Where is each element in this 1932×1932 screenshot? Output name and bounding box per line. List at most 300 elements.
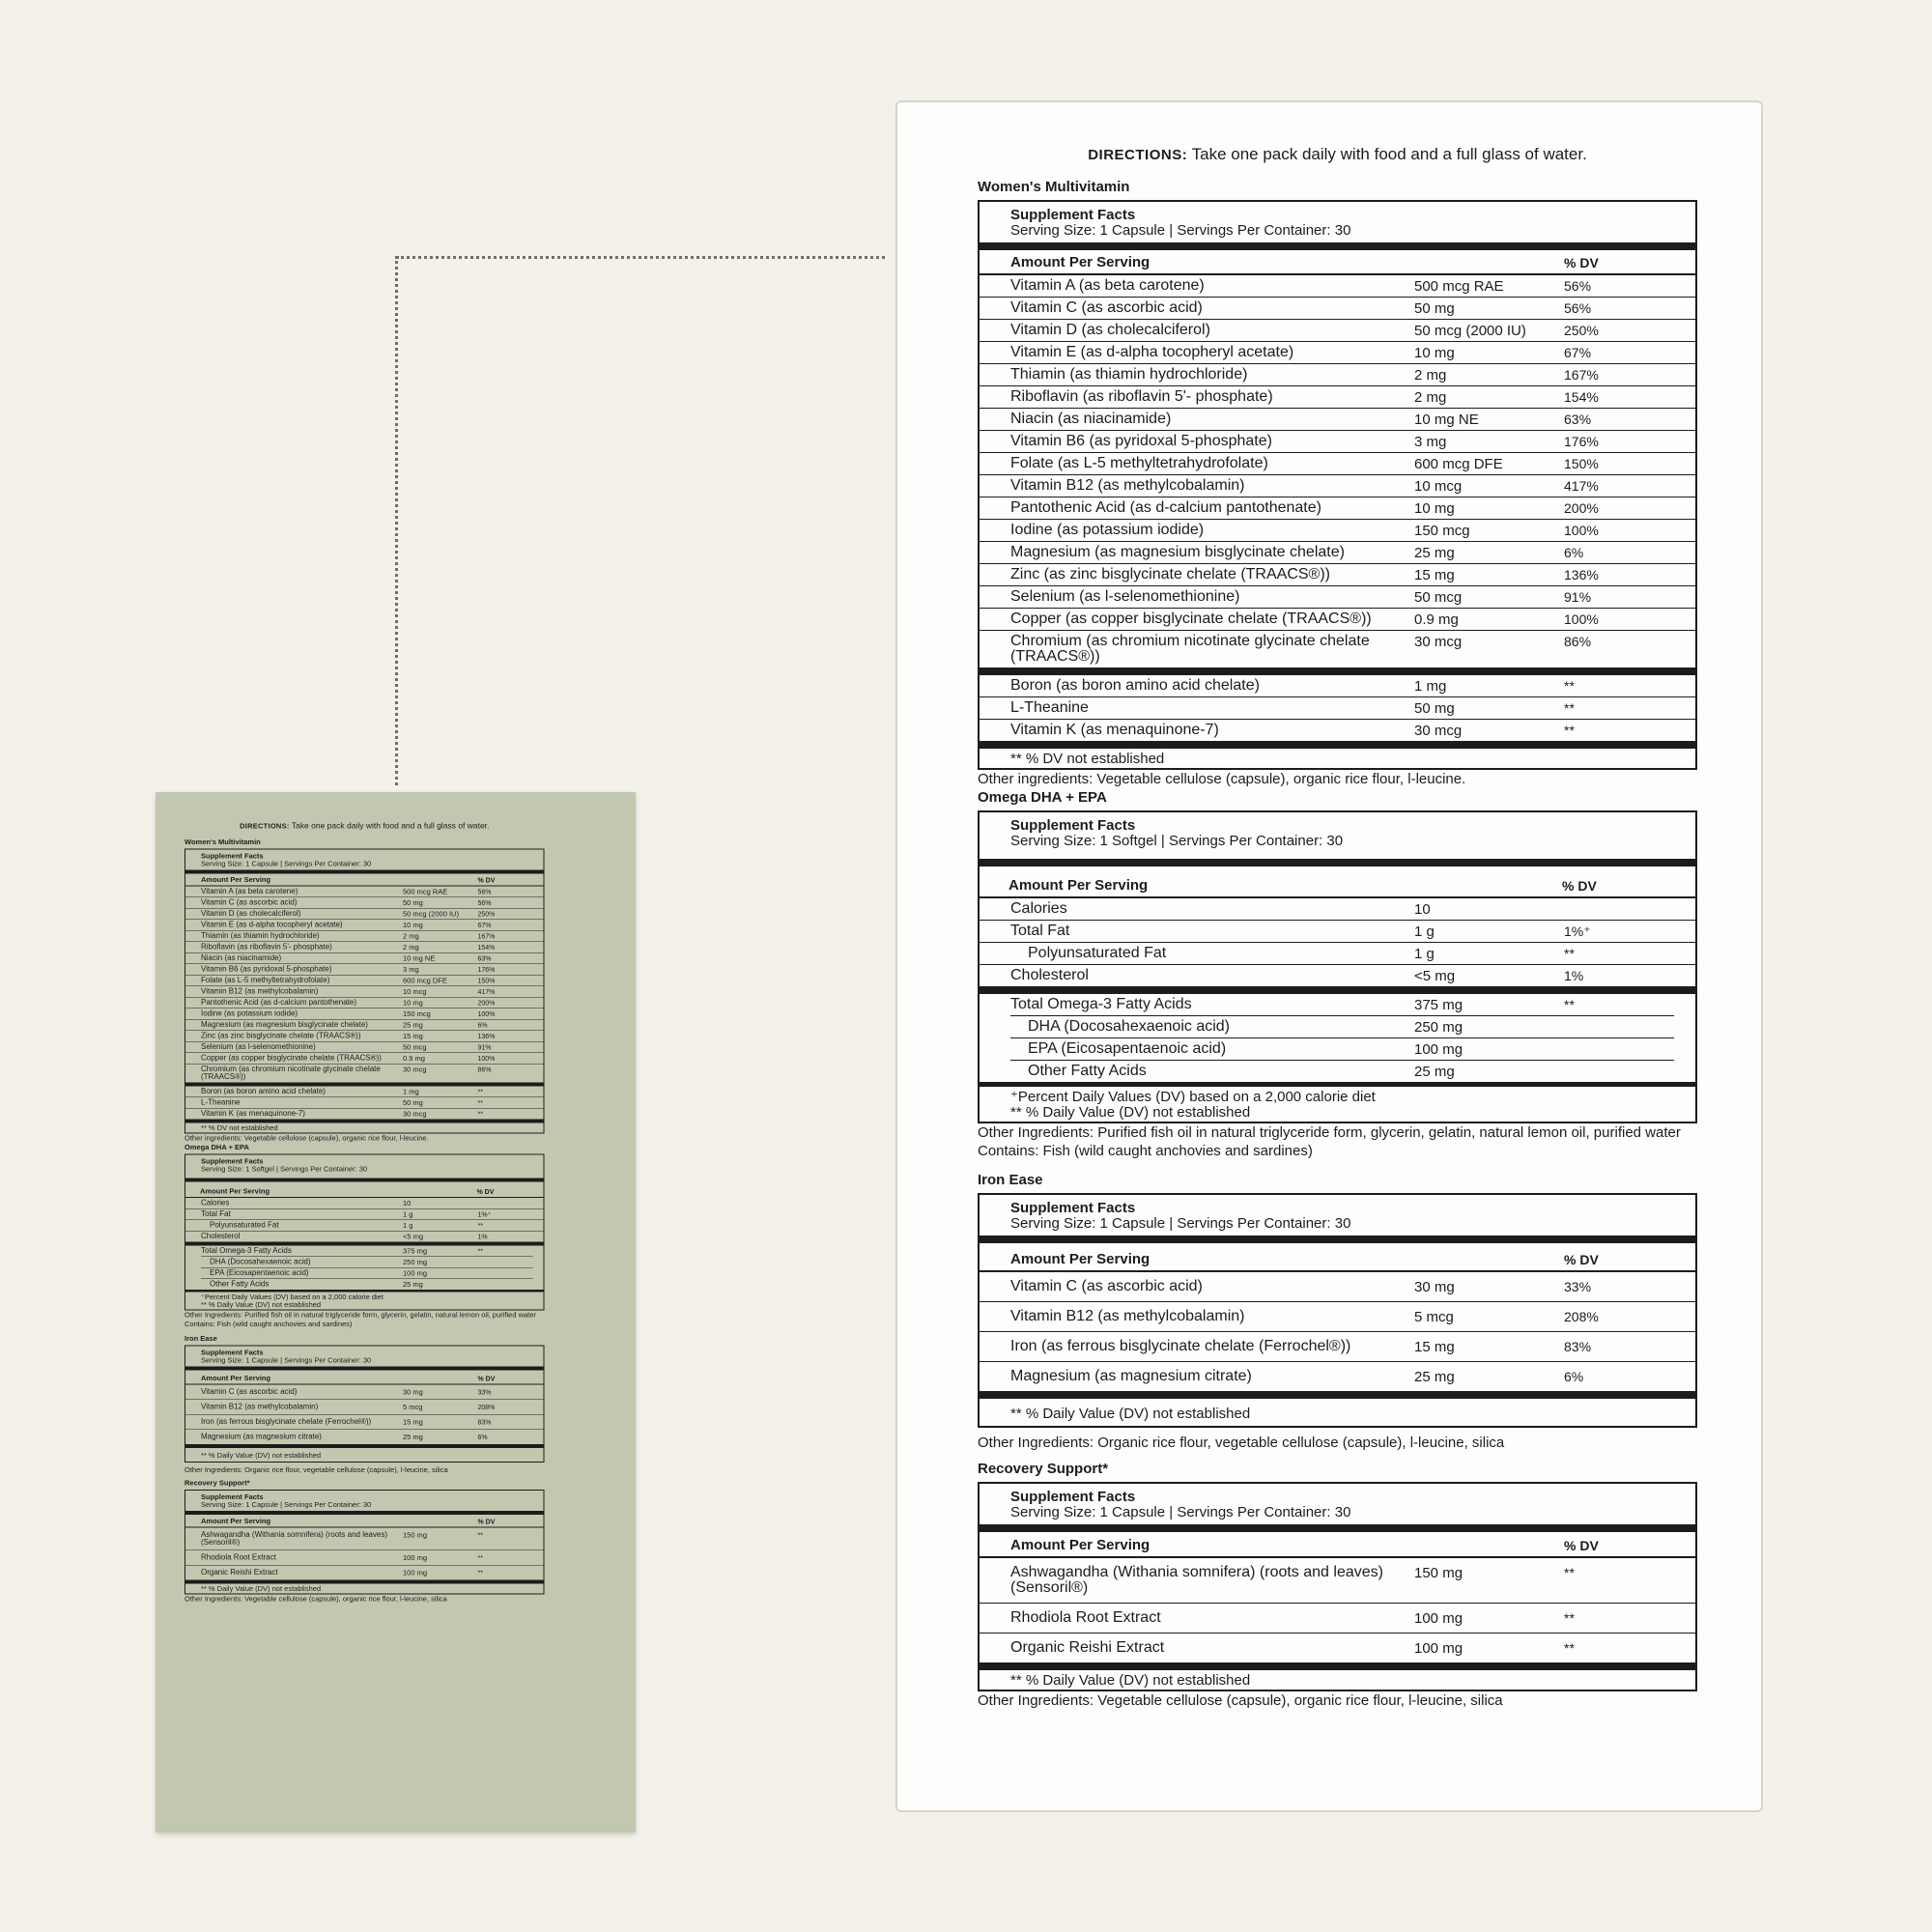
nutrient-dv: 86%	[477, 1065, 492, 1073]
other-ingredients: Other ingredients: Vegetable cellulose (capsule), organic rice flour, l-leucine.	[978, 770, 1466, 787]
nutrient-name: EPA (Eicosapentaenoic acid)	[1028, 1039, 1227, 1057]
nutrient-row-dha	[201, 1257, 533, 1268]
nutrient-row	[980, 475, 1695, 497]
column-header	[185, 1370, 544, 1384]
nutrient-amount: 1 g	[1414, 923, 1435, 940]
nutrient-name: Cholesterol	[1010, 966, 1089, 983]
footnote-percent-dv: ⁺Percent Daily Values (DV) based on a 2,000 calorie diet	[1010, 1088, 1376, 1105]
nutrient-amount: 1 mg	[1414, 678, 1447, 696]
nutrient-amount: 150 mg	[403, 1530, 428, 1540]
amount-header: Amount Per Serving	[1010, 253, 1151, 270]
nutrient-amount: 15 mg	[403, 1032, 423, 1040]
facts-header	[185, 1491, 544, 1511]
nutrient-name: Boron (as boron amino acid chelate)	[1010, 677, 1260, 695]
dv-header: % DV	[477, 1374, 496, 1382]
dv-header: % DV	[476, 1187, 495, 1196]
footnote: ** % Daily Value (DV) not established	[201, 1584, 322, 1594]
amount-header: Amount Per Serving	[1009, 876, 1149, 894]
nutrient-name: Vitamin K (as menaquinone-7)	[201, 1109, 305, 1119]
nutrient-dv: 250%	[1564, 322, 1599, 338]
nutrient-row-total-fat	[980, 921, 1695, 943]
directions	[185, 821, 545, 831]
nutrient-dv: **	[1564, 996, 1575, 1012]
nutrient-dv: 136%	[477, 1032, 496, 1040]
nutrient-row	[185, 1566, 544, 1580]
facts-header	[185, 850, 544, 870]
nutrient-row	[185, 1031, 544, 1042]
nutrient-row-epa	[201, 1267, 533, 1279]
nutrient-amount: 100 mg	[403, 1268, 428, 1278]
nutrient-amount: 15 mg	[403, 1417, 423, 1427]
nutrient-row-total-fat	[185, 1208, 544, 1220]
nutrient-row-omega3	[201, 1245, 533, 1257]
nutrient-row	[980, 364, 1695, 386]
nutrient-row	[185, 1400, 544, 1415]
nutrient-row	[980, 320, 1695, 342]
nutrient-name: Vitamin C (as ascorbic acid)	[201, 1387, 298, 1396]
divider-bar	[980, 859, 1695, 867]
nutrient-amount: 100 mg	[1414, 1040, 1463, 1058]
nutrient-dv: 154%	[477, 943, 496, 952]
nutrient-amount: 600 mcg DFE	[1414, 455, 1503, 472]
nutrient-amount: 10	[1414, 900, 1431, 918]
section-title-omega: Omega DHA + EPA	[978, 789, 1107, 807]
nutrient-name: Chromium (as chromium nicotinate glycinate chelate (TRAACS®))	[201, 1065, 381, 1082]
nutrient-name: Zinc (as zinc bisglycinate chelate (TRAACS®))	[1010, 565, 1330, 582]
nutrient-row	[185, 1430, 544, 1444]
nutrient-row	[980, 520, 1695, 542]
amount-header: Amount Per Serving	[201, 1517, 271, 1525]
nutrient-dv: **	[1564, 945, 1575, 961]
other-ingredients: Other Ingredients: Vegetable cellulose (capsule), organic rice flour, l-leucine, silica	[978, 1691, 1503, 1709]
nutrient-dv: 200%	[477, 998, 496, 1007]
connector-line-vertical	[395, 256, 398, 785]
nutrient-dv: 100%	[477, 1009, 496, 1018]
nutrient-amount: 375 mg	[403, 1246, 428, 1256]
facts-title: Supplement Facts	[201, 1349, 264, 1357]
nutrient-dv: **	[477, 1098, 483, 1107]
nutrient-amount: 600 mcg DFE	[403, 976, 447, 985]
dv-header: % DV	[477, 875, 496, 884]
facts-header	[185, 1347, 544, 1367]
nutrient-row	[980, 586, 1695, 609]
nutrient-row-polyunsaturated-fat	[980, 943, 1695, 965]
nutrient-name: Copper (as copper bisglycinate chelate (TRAACS®))	[1010, 610, 1372, 627]
nutrient-row-cholesterol	[980, 965, 1695, 986]
nutrient-amount: 30 mcg	[1414, 723, 1463, 740]
section-title-recovery-support: Recovery Support*	[185, 1479, 250, 1488]
facts-title: Supplement Facts	[1010, 1489, 1136, 1506]
nutrient-row	[185, 1053, 544, 1065]
nutrient-name: Vitamin B6 (as pyridoxal 5-phosphate)	[201, 964, 332, 974]
nutrient-name: Vitamin D (as cholecalciferol)	[201, 909, 301, 918]
nutrient-name: Total Omega-3 Fatty Acids	[1010, 995, 1192, 1012]
nutrient-row-polyunsaturated-fat	[185, 1220, 544, 1232]
nutrient-dv: 67%	[477, 921, 492, 929]
nutrient-dv: 63%	[477, 953, 492, 962]
nutrient-name: Magnesium (as magnesium bisglycinate chelate)	[1010, 543, 1345, 560]
nutrient-name: Selenium (as l-selenomethionine)	[1010, 587, 1240, 605]
nutrient-row	[980, 1272, 1695, 1302]
facts-header	[185, 1155, 544, 1176]
nutrient-dv: 6%	[1564, 544, 1584, 560]
nutrient-dv: 208%	[477, 1403, 496, 1411]
nutrient-name: Chromium (as chromium nicotinate glycinate chelate (TRAACS®))	[1010, 632, 1370, 666]
nutrient-name: Vitamin D (as cholecalciferol)	[1010, 321, 1210, 338]
nutrient-amount: 2 mg	[403, 943, 419, 952]
nutrient-amount: 30 mcg	[1414, 633, 1463, 650]
nutrient-name: Ashwagandha (Withania somnifera) (roots and leaves) (Sensoril®)	[201, 1530, 387, 1548]
nutrient-dv: **	[477, 1569, 483, 1577]
nutrient-amount: 0.9 mg	[403, 1054, 425, 1063]
nutrient-name: Calories	[1010, 899, 1067, 917]
nutrient-amount: 30 mg	[403, 1387, 423, 1397]
dv-header: % DV	[1564, 1251, 1599, 1267]
nutrient-name: Thiamin (as thiamin hydrochloride)	[1010, 365, 1248, 383]
nutrient-dv: 1%	[1564, 967, 1584, 983]
nutrient-amount: 150 mcg	[1414, 522, 1470, 539]
amount-header: Amount Per Serving	[200, 1186, 270, 1196]
nutrient-amount: 25 mg	[1414, 1063, 1455, 1080]
nutrient-dv: **	[1564, 700, 1575, 717]
nutrient-name: Vitamin B12 (as methylcobalamin)	[1010, 476, 1245, 494]
supplement-facts-omega	[978, 810, 1697, 1123]
other-ingredients: Other Ingredients: Organic rice flour, vegetable cellulose (capsule), l-leucine, silica	[185, 1465, 448, 1475]
nutrient-dv: 1%	[477, 1232, 488, 1240]
serving-info: Serving Size: 1 Capsule | Servings Per Container: 30	[201, 859, 372, 868]
facts-header	[980, 1484, 1695, 1524]
nutrient-amount: 10 mg	[403, 921, 423, 929]
nutrient-name: Selenium (as l-selenomethionine)	[201, 1042, 316, 1051]
nutrient-dv: **	[1564, 1640, 1575, 1657]
divider-bar	[980, 741, 1695, 749]
nutrient-row	[185, 964, 544, 976]
nutrient-row	[185, 975, 544, 986]
column-header	[185, 1181, 544, 1198]
directions	[978, 145, 1697, 164]
footnote: ** % Daily Value (DV) not established	[201, 1451, 322, 1460]
nutrient-name: Polyunsaturated Fat	[1028, 944, 1167, 961]
nutrient-name: Vitamin A (as beta carotene)	[1010, 276, 1205, 294]
dv-header: % DV	[1564, 1537, 1599, 1553]
nutrient-name: Other Fatty Acids	[210, 1279, 270, 1289]
nutrient-row	[185, 1041, 544, 1053]
nutrient-name: Organic Reishi Extract	[1010, 1639, 1165, 1657]
dv-header: % DV	[477, 1517, 496, 1525]
nutrient-amount: 10 mcg	[1414, 477, 1463, 495]
section-title-iron-ease: Iron Ease	[185, 1334, 217, 1344]
nutrient-name: Riboflavin (as riboflavin 5'- phosphate)	[1010, 387, 1273, 405]
dv-header: % DV	[1564, 254, 1599, 270]
column-header	[980, 867, 1695, 898]
nutrient-amount: 50 mg	[403, 1098, 423, 1108]
nutrient-row	[980, 1362, 1695, 1391]
nutrient-name: Folate (as L-5 methyltetrahydrofolate)	[201, 976, 330, 984]
nutrient-amount: 1 g	[403, 1221, 413, 1230]
nutrient-name: Other Fatty Acids	[1028, 1062, 1147, 1079]
nutrient-name: Ashwagandha (Withania somnifera) (roots and leaves) (Sensoril®)	[1010, 1563, 1383, 1597]
amount-header: Amount Per Serving	[201, 1374, 271, 1382]
nutrient-row	[980, 409, 1695, 431]
other-ingredients: Other Ingredients: Vegetable cellulose (capsule), organic rice flour, l-leucine, silica	[185, 1594, 447, 1604]
nutrient-name: Rhodiola Root Extract	[1010, 1609, 1161, 1627]
nutrient-dv: 67%	[1564, 344, 1592, 360]
column-header	[980, 1532, 1695, 1558]
nutrient-row	[980, 1302, 1695, 1332]
nutrient-dv: **	[477, 1530, 483, 1539]
nutrient-amount: 3 mg	[403, 965, 419, 974]
nutrient-name: Organic Reishi Extract	[201, 1568, 278, 1577]
directions-label: DIRECTIONS:	[1088, 147, 1188, 163]
nutrient-row	[980, 1332, 1695, 1362]
nutrient-dv: 1%⁺	[1564, 923, 1591, 939]
nutrient-name: Pantothenic Acid (as d-calcium pantothenate)	[201, 998, 356, 1007]
serving-info: Serving Size: 1 Softgel | Servings Per Container: 30	[201, 1165, 368, 1174]
nutrient-dv: 56%	[1564, 299, 1592, 316]
contains-allergen: Contains: Fish (wild caught anchovies and sardines)	[185, 1320, 353, 1328]
nutrient-dv: 63%	[1564, 411, 1592, 427]
nutrient-amount: 0.9 mg	[1414, 611, 1459, 628]
nutrient-row	[185, 986, 544, 998]
supplement-facts-omega	[185, 1154, 545, 1311]
nutrient-row	[185, 1384, 544, 1400]
label-thumbnail-copy	[185, 821, 545, 1603]
nutrient-dv: **	[477, 1246, 483, 1255]
divider-bar	[980, 242, 1695, 250]
nutrient-name: Total Fat	[201, 1209, 231, 1218]
divider-bar	[980, 1662, 1695, 1670]
serving-info: Serving Size: 1 Capsule | Servings Per Container: 30	[1010, 1215, 1351, 1233]
nutrient-amount: 2 mg	[1414, 388, 1447, 406]
other-ingredients: Other ingredients: Vegetable cellulose (capsule), organic rice flour, l-leucine.	[185, 1133, 429, 1143]
label-thumbnail[interactable]	[156, 792, 636, 1833]
nutrient-row	[185, 1527, 544, 1550]
nutrient-amount: 10 mg	[1414, 344, 1455, 361]
nutrient-name: Cholesterol	[201, 1232, 241, 1240]
nutrient-name: Calories	[201, 1198, 230, 1208]
nutrient-row	[185, 1097, 544, 1109]
nutrient-row	[980, 1634, 1695, 1662]
nutrient-row	[185, 1414, 544, 1430]
nutrient-name: Magnesium (as magnesium bisglycinate chelate)	[201, 1020, 368, 1029]
nutrient-name: Vitamin A (as beta carotene)	[201, 887, 298, 895]
nutrient-dv: 6%	[477, 1020, 488, 1029]
footnote: ** % DV not established	[201, 1123, 278, 1133]
nutrient-amount: 100 mg	[1414, 1610, 1463, 1628]
nutrient-name: Vitamin C (as ascorbic acid)	[1010, 1277, 1203, 1294]
nutrient-name: Magnesium (as magnesium citrate)	[1010, 1367, 1252, 1384]
nutrient-row	[980, 631, 1695, 668]
nutrient-row-calories	[185, 1198, 544, 1209]
nutrient-amount: <5 mg	[1414, 967, 1456, 984]
divider-bar	[980, 986, 1695, 994]
zoomed-label-panel	[895, 100, 1763, 1812]
nutrient-dv: 150%	[477, 976, 496, 984]
nutrient-amount: 500 mcg RAE	[403, 887, 448, 896]
facts-title: Supplement Facts	[201, 1492, 264, 1502]
footnote-percent-dv: ⁺Percent Daily Values (DV) based on a 2,000 calorie diet	[201, 1293, 384, 1301]
nutrient-row	[980, 609, 1695, 631]
nutrient-dv: 150%	[1564, 455, 1599, 471]
nutrient-row	[185, 1009, 544, 1020]
nutrient-row-other-fatty-acids	[201, 1279, 533, 1290]
nutrient-row	[185, 997, 544, 1009]
column-header	[185, 873, 544, 886]
nutrient-dv: 200%	[1564, 499, 1599, 516]
nutrient-dv: **	[477, 1088, 483, 1096]
directions-text: Take one pack daily with food and a full glass of water.	[291, 821, 490, 831]
nutrient-dv: 33%	[477, 1387, 492, 1396]
nutrient-amount: 100 mg	[403, 1553, 428, 1563]
nutrient-dv: 6%	[1564, 1368, 1584, 1384]
nutrient-name: Vitamin B12 (as methylcobalamin)	[201, 1402, 319, 1411]
serving-info: Serving Size: 1 Capsule | Servings Per Container: 30	[1010, 1503, 1351, 1520]
nutrient-row	[185, 942, 544, 953]
nutrient-dv: 91%	[477, 1042, 492, 1051]
nutrient-row-dha	[1010, 1016, 1674, 1038]
facts-header	[980, 812, 1695, 853]
nutrient-name: Vitamin C (as ascorbic acid)	[1010, 298, 1203, 316]
nutrient-amount: 1 mg	[403, 1088, 419, 1096]
nutrient-name: Folate (as L-5 methyltetrahydrofolate)	[1010, 454, 1268, 471]
nutrient-dv: 33%	[1564, 1278, 1592, 1294]
nutrient-dv: 100%	[1564, 522, 1599, 538]
nutrient-name: Copper (as copper bisglycinate chelate (TRAACS®))	[201, 1053, 382, 1063]
nutrient-row	[980, 697, 1695, 720]
section-title-womens-multivitamin: Women's Multivitamin	[185, 838, 261, 846]
nutrient-name: Niacin (as niacinamide)	[1010, 410, 1172, 427]
nutrient-amount: 5 mcg	[403, 1403, 423, 1411]
nutrient-amount: 25 mg	[1414, 1368, 1455, 1385]
nutrient-name: Polyunsaturated Fat	[210, 1220, 279, 1230]
nutrient-dv: **	[477, 1110, 483, 1119]
nutrient-row	[185, 1109, 544, 1120]
nutrient-name: Thiamin (as thiamin hydrochloride)	[201, 931, 320, 940]
other-ingredients: Other Ingredients: Purified fish oil in natural triglyceride form, glycerin, gelatin, natural lemon oil, purified water	[978, 1123, 1681, 1141]
amount-header: Amount Per Serving	[1010, 1536, 1151, 1553]
nutrient-amount: 25 mg	[1414, 544, 1455, 561]
nutrient-name: Iodine (as potassium iodide)	[1010, 521, 1205, 538]
nutrient-amount: 50 mcg	[1414, 588, 1463, 606]
nutrient-amount: 10 mg	[403, 998, 423, 1008]
nutrient-dv: 208%	[1564, 1308, 1599, 1324]
nutrient-row	[980, 431, 1695, 453]
nutrient-name: Riboflavin (as riboflavin 5'- phosphate)	[201, 942, 332, 952]
nutrient-amount: 2 mg	[403, 931, 419, 941]
supplement-facts-iron	[978, 1193, 1697, 1428]
nutrient-name: Niacin (as niacinamide)	[201, 953, 282, 962]
supplement-facts-recovery	[185, 1490, 545, 1594]
nutrient-name: Vitamin C (as ascorbic acid)	[201, 897, 298, 907]
nutrient-amount: 25 mg	[403, 1433, 423, 1441]
nutrient-name: Iron (as ferrous bisglycinate chelate (Ferrochel®))	[201, 1417, 372, 1426]
nutrient-dv: 100%	[477, 1054, 496, 1063]
nutrient-amount: 30 mcg	[403, 1065, 427, 1074]
nutrient-dv: 167%	[1564, 366, 1599, 383]
footnote-dv-not-established: ** % Daily Value (DV) not established	[1010, 1104, 1251, 1122]
facts-title: Supplement Facts	[201, 1157, 264, 1166]
footnote: ** % Daily Value (DV) not established	[1010, 1405, 1251, 1422]
nutrient-amount: 50 mcg (2000 IU)	[403, 909, 459, 919]
nutrient-amount: 2 mg	[1414, 366, 1447, 384]
section-title-omega: Omega DHA + EPA	[185, 1143, 249, 1152]
nutrient-dv: 154%	[1564, 388, 1599, 405]
other-ingredients: Other Ingredients: Purified fish oil in natural triglyceride form, glycerin, gelatin, natural lemon oil, purified water	[185, 1310, 536, 1320]
nutrient-row	[980, 720, 1695, 741]
amount-header: Amount Per Serving	[1010, 1250, 1151, 1267]
contains-allergen: Contains: Fish (wild caught anchovies and sardines)	[978, 1142, 1313, 1159]
divider-bar	[980, 1391, 1695, 1399]
nutrient-dv: 100%	[1564, 611, 1599, 627]
nutrient-amount: 10	[403, 1199, 412, 1208]
nutrient-dv: **	[477, 1553, 483, 1562]
footnote-dv-not-established: ** % Daily Value (DV) not established	[201, 1300, 322, 1310]
nutrient-amount: 250 mg	[403, 1258, 428, 1266]
nutrient-dv: 417%	[1564, 477, 1599, 494]
nutrient-amount: 10 mcg	[403, 987, 427, 996]
nutrient-dv: 56%	[477, 887, 492, 895]
nutrient-amount: 1 g	[1414, 945, 1435, 962]
nutrient-row	[185, 897, 544, 909]
label-content	[978, 145, 1697, 1711]
nutrient-name: EPA (Eicosapentaenoic acid)	[210, 1268, 309, 1277]
nutrient-name: Vitamin E (as d-alpha tocopheryl acetate)	[1010, 343, 1294, 360]
nutrient-dv: 83%	[1564, 1338, 1592, 1354]
nutrient-row	[980, 564, 1695, 586]
nutrient-dv: 417%	[477, 987, 496, 996]
nutrient-dv: 6%	[477, 1433, 488, 1441]
section-title-recovery-support: Recovery Support*	[978, 1461, 1109, 1478]
facts-title: Supplement Facts	[1010, 1200, 1136, 1217]
nutrient-dv: 1%⁺	[477, 1209, 492, 1218]
nutrient-row	[185, 886, 544, 897]
nutrient-dv: **	[1564, 678, 1575, 695]
nutrient-row	[980, 386, 1695, 409]
nutrient-dv: 91%	[1564, 588, 1592, 605]
nutrient-row	[185, 920, 544, 931]
nutrient-amount: 150 mg	[1414, 1564, 1463, 1581]
nutrient-dv: 250%	[477, 909, 496, 918]
section-title-iron-ease: Iron Ease	[978, 1172, 1043, 1189]
nutrient-amount: 50 mg	[1414, 700, 1455, 718]
nutrient-dv: **	[477, 1221, 483, 1230]
nutrient-dv: 176%	[1564, 433, 1599, 449]
nutrient-row-omega3	[1010, 994, 1674, 1016]
nutrient-row-calories	[980, 898, 1695, 921]
supplement-facts-recovery	[978, 1482, 1697, 1691]
nutrient-row	[185, 1550, 544, 1566]
nutrient-name: Vitamin E (as d-alpha tocopheryl acetate)	[201, 920, 343, 929]
nutrient-name: Pantothenic Acid (as d-calcium pantothenate)	[1010, 498, 1321, 516]
footnote: ** % DV not established	[1010, 751, 1165, 768]
nutrient-amount: 25 mg	[403, 1020, 423, 1030]
footnote: ** % Daily Value (DV) not established	[1010, 1672, 1251, 1690]
nutrient-row-other-fatty-acids	[1010, 1061, 1674, 1082]
nutrient-name: L-Theanine	[1010, 699, 1089, 717]
directions-text: Take one pack daily with food and a full glass of water.	[1191, 145, 1587, 163]
nutrient-amount: 25 mg	[403, 1280, 423, 1289]
thumbnail-content	[185, 821, 627, 1729]
nutrient-name: Vitamin B12 (as methylcobalamin)	[1010, 1307, 1245, 1324]
nutrient-row	[185, 952, 544, 964]
nutrient-amount: 1 g	[403, 1209, 413, 1219]
section-title-womens-multivitamin: Women's Multivitamin	[978, 179, 1130, 195]
serving-info: Serving Size: 1 Capsule | Servings Per Container: 30	[201, 1356, 372, 1365]
nutrient-row	[185, 1087, 544, 1098]
nutrient-row	[980, 542, 1695, 564]
nutrient-row	[980, 275, 1695, 298]
divider-bar	[980, 668, 1695, 675]
